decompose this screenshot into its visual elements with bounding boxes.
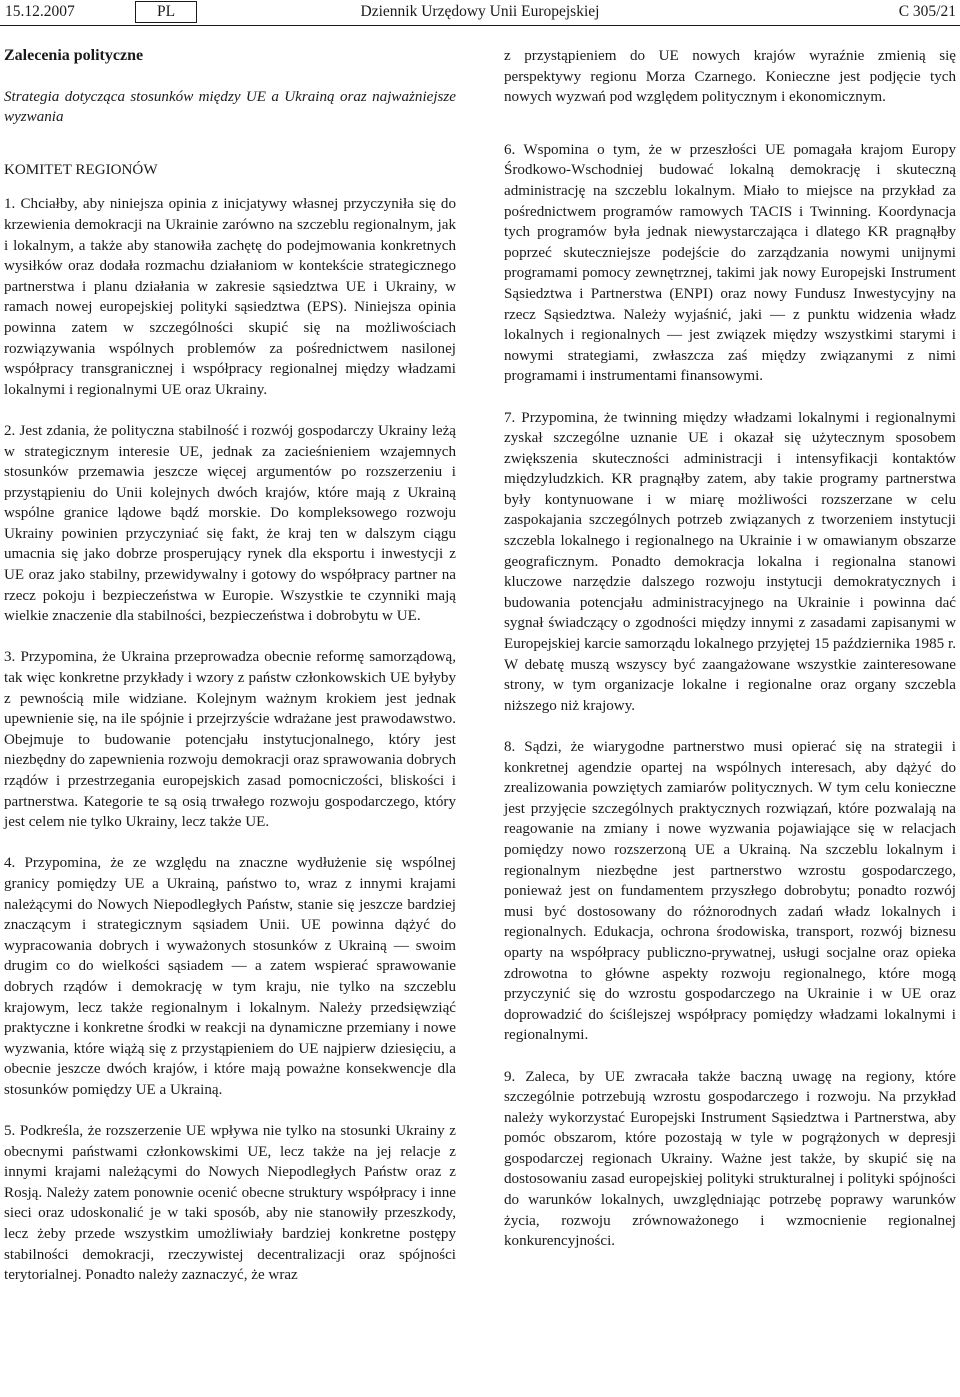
paragraph-8: 8. Sądzi, że wiarygodne partnerstwo musi opierać się na strategii i konkretnej agendzie opartej na wspólnych interesach, aby dążyć do zrealizowania powziętych zamiarów politycznych. W tym celu konieczne jest przyjęcie szczególnych praktycznych rozwiązań, które pozwalają na reagowanie na zmiany i nowe wyzwania pojawiające się w relacjach pomiędzy nowo rozszerzoną UE a Ukrainą. Na szczeblu lokalnym i regionalnym niezbędne jest partnerstwo wzrostu gospodarczego, ponieważ jest on fundamentem przyszłego dobrobytu; ponadto rozwój musi być dostosowany do różnorodnych zadań władz lokalnych i regionalnych. Edukacja, ochrona środowiska, transport, rozwój biznesu oparty na współpracy publiczno-prywatnej, usługi socjalne oraz opieka zdrowotna to główne aspekty rozwoju regionalnego, które mogą przyczynić się do wzrostu gospodarczego na Ukrainie i w UE oraz doprowadzić do ściślejszej współpracy pomiędzy władzami lokalnymi i regionalnymi. <box>504 739 956 1044</box>
paragraph-2: 2. Jest zdania, że polityczna stabilność i rozwój gospodarczy Ukrainy leżą w strategicznym interesie UE, jednak za zacieśnieniem wzajemnych stosunków przemawia jeszcze więcej argumentów po rozszerzeniu i przystąpieniu do Unii kolejnych dwóch krajów, które mają z Ukrainą wspólne granice lądowe bądź morskie. Do kompleksowego rozwoju Ukrainy powinien przyczyniać się fakt, że kraj ten w dalszym ciągu umacnia się jako dobrze prosperujący rynek dla eksportu i inwestycji z UE oraz jako stabilny, przewidywalny i gotowy do współpracy partner na rzecz pokoju i bezpieczeństwa w Europie. Wszystkie te czynniki mają wielkie znaczenie dla stabilności, bezpieczeństwa i dobrobytu w UE. <box>4 422 456 625</box>
paragraph-5: 5. Podkreśla, że rozszerzenie UE wpływa nie tylko na stosunki Ukrainy z obecnymi państwami członkowskimi UE, lecz także na jej relacje z innymi krajami należącymi do Nowych Niepodległych Państw oraz z Rosją. Należy zatem ponownie ocenić obecne struktury współpracy i inne sieci oraz udoskonalić je w taki sposób, aby nie stanowiły przeszkody, lecz żeby przede wszystkim umożliwiały bardziej konkretne postępy stabilności demokracji, rzeczywistej decentralizacji oraz spójności terytorialnej. Ponadto należy zaznaczyć, że wraz <box>4 1123 456 1284</box>
paragraph-7: 7. Przypomina, że twinning między władzami lokalnymi i regionalnymi zyskał szczególne uznanie UE i okazał się użytecznym sposobem zwiększenia skuteczności administracji i intensyfikacji kontaktów międzyludzkich. KR pragnąłby zatem, aby takie programy partnerstwa były kontynuowane i w miarę możliwości rozszerzane w celu zaspokajania szczególnych potrzeb związanych z tworzeniem instytucji szczebla lokalnego i regionalnego na Ukrainie i w omawianym obszarze geograficznym. Ponadto demokracja lokalna i regionalna stanowi kluczowe narzędzie dalszego rozwoju instytucji demokratycznych i budowania potencjału administracyjnego na Ukrainie i powinna dać sygnał świadczący o zgodności między innymi z zasadami zapisanymi w Europejskiej karcie samorządu lokalnego przyjętej 15 października 1985 r. W debatę muszą wszyscy być zaangażowane wszystkie zainteresowane strony, w tym organizacje lokalne i regionalne oraz organy szczebla niższego niż krajowy. <box>504 409 956 714</box>
right-column <box>504 46 956 1272</box>
paragraph-1: 1. Chciałby, aby niniejsza opinia z inicjatywy własnej przyczyniła się do krzewienia demokracji na Ukrainie zarówno na szczeblu regionalnym, jak i lokalnym, a także aby stanowiła zachętę do podejmowania konkretnych wysiłków oraz dodała rozmachu działaniom w kontekście strategicznego partnerstwa i planu działania w zakresie sąsiedztwa UE i Ukrainy, w ramach nowej europejskiej polityki sąsiedztwa (EPS). Niniejsza opinia powinna zatem w szczególności skupić się na możliwościach rozwiązywania wspólnych problemów za pośrednictwem nasilonej współpracy transgranicznej i współpracy regionalnej między władzami lokalnymi i regionalnymi UE oraz Ukrainy. <box>4 196 456 398</box>
paragraph-9: 9. Zaleca, by UE zwracała także baczną uwagę na regiony, które szczególnie potrzebują wzrostu gospodarczego i rozwoju. Na przykład należy wykorzystać Europejski Instrument Sąsiedztwa i Partnerstwa, aby pomóc obszarom, które pozostają w tyle w pogrążonych w depresji gospodarczej regionach Ukrainy. Ważne jest także, by skupić się na dostosowaniu zasad europejskiej polityki strukturalnej i polityki spójności do warunków lokalnych, uwzględniając potrzebę poprawy warunków życia, rozwoju zrównoważonego i wzmocnienie regionalnej konkurencyjności. <box>504 1068 956 1250</box>
paragraph-3: 3. Przypomina, że Ukraina przeprowadza obecnie reformę samorządową, tak więc konkretne przykłady i wzory z państw członkowskich UE byłyby z pewnością mile widziane. Kolejnym ważnym krokiem jest jednak upewnienie się, na ile spójnie i przejrzyście wdrażane jest prawodawstwo. Obejmuje to budowanie potencjału instytucjonalnego, który jest niezbędny do zapewnienia rozwoju demokracji oraz sprawowania dobrych rządów i przestrzegania europejskich zasad pomocniczości, bliskości i partnerstwa. Kategorie te są osią trwałego rozwoju gospodarczego, który jest celem nie tylko Ukrainy, lecz także UE. <box>4 649 456 831</box>
journal-reference: C 305/21 <box>898 3 956 20</box>
paragraph-5-continued: z przystąpieniem do UE nowych krajów wyraźnie zmienią się perspektywy regionu Morza Czarnego. Konieczne jest podjęcie tych nowych wyzwań pod względem politycznym i ekonomicznym. <box>504 48 956 106</box>
header-rule <box>0 25 960 26</box>
section-title: Zalecenia polityczne <box>4 47 144 64</box>
left-column <box>4 46 456 1306</box>
paragraph-4: 4. Przypomina, że ze względu na znaczne wydłużenie się wspólnej granicy pomiędzy UE a Ukrainą, państwo to, wraz z innymi krajami należącymi do Nowych Niepodległych Państw, stanie się jeszcze bardziej znaczącym i strategicznym sąsiadem Unii. UE powinna dążyć do wypracowania dobrych i wyważonych stosunków z Ukrainą — swoim drugim co do wielkości sąsiadem — a zatem wspierać sprawowanie dobrych rządów i demokrację w tym kraju, nie tylko na szczeblu krajowym, lecz także regionalnym i lokalnym. Należy przedsięwziąć praktyczne i konkretne środki w reakcji na dynamiczne przemiany i nowe wyzwania, które wiążą się z przystąpieniem do UE najpierw dziesięciu, a obecnie jeszcze dwóch krajów, i które mają poważne konsekwencje dla stosunków pomiędzy UE a Ukrainą. <box>4 855 456 1098</box>
page-header <box>0 0 960 24</box>
committee-label: KOMITET REGIONÓW <box>4 161 158 178</box>
language-badge: PL <box>135 1 197 23</box>
publication-date: 15.12.2007 <box>5 3 75 20</box>
paragraph-6: 6. Wspomina o tym, że w przeszłości UE pomagała krajom Europy Środkowo-Wschodniej budować lokalną demokrację i skuteczną administrację na szczeblu lokalnym. Miało to miejsce na przykład za pośrednictwem programów ramowych TACIS i Twinning. Koordynacja tych programów była jednak niewystarczająca i dlatego KR pragnąłby poprzeć skuteczniejsze podejście do zarządzania nowymi unijnymi programami pomocy zewnętrznej, takimi jak nowy Europejski Instrument Sąsiedztwa i Partnerstwa (ENPI) oraz nowy Fundusz Inwestycyjny na rzecz Sąsiedztwa. Należy wyjaśnić, jaki — z punktu widzenia władz lokalnych i regionalnych — jest związek między wszystkimi starymi i nowymi strategiami, zwłaszcza zaś między związanymi z nimi programami i instrumentami finansowymi. <box>504 141 956 385</box>
journal-title: Dziennik Urzędowy Unii Europejskiej <box>360 3 600 20</box>
section-subtitle: Strategia dotycząca stosunków między UE a Ukrainą oraz najważniejsze wyzwania <box>4 88 456 126</box>
